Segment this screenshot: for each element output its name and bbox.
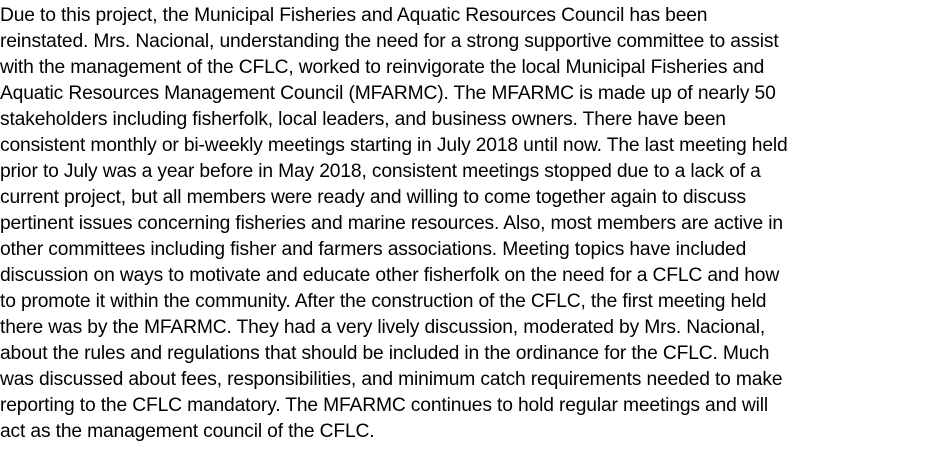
paragraph-line: with the management of the CFLC, worked to reinvigorate the local Municipal Fisheries and (0, 57, 765, 78)
paragraph-line: consistent monthly or bi-weekly meetings starting in July 2018 until now. The last meeting held (0, 135, 788, 156)
document-paragraph (0, 3, 936, 445)
paragraph-line: reporting to the CFLC mandatory. The MFARMC continues to hold regular meetings and will (0, 395, 769, 416)
paragraph-line: act as the management council of the CFLC. (0, 421, 375, 442)
paragraph-line: discussion on ways to motivate and educate other fisherfolk on the need for a CFLC and how (0, 265, 780, 286)
paragraph-line: about the rules and regulations that should be included in the ordinance for the CFLC. Much (0, 343, 770, 364)
paragraph-line: pertinent issues concerning fisheries and marine resources. Also, most members are active in (0, 213, 783, 234)
paragraph-line: Due to this project, the Municipal Fisheries and Aquatic Resources Council has been (0, 5, 708, 26)
paragraph-line: current project, but all members were ready and willing to come together again to discuss (0, 187, 747, 208)
paragraph-line: Aquatic Resources Management Council (MFARMC). The MFARMC is made up of nearly 50 (0, 83, 776, 104)
paragraph-line: stakeholders including fisherfolk, local leaders, and business owners. There have been (0, 109, 726, 130)
paragraph-line: there was by the MFARMC. They had a very lively discussion, moderated by Mrs. Nacional, (0, 317, 766, 338)
paragraph-line: prior to July was a year before in May 2018, consistent meetings stopped due to a lack of a (0, 161, 761, 182)
paragraph-line: was discussed about fees, responsibilities, and minimum catch requirements needed to make (0, 369, 783, 390)
paragraph-line: other committees including fisher and farmers associations. Meeting topics have included (0, 239, 747, 260)
paragraph-line: to promote it within the community. After the construction of the CFLC, the first meeting held (0, 291, 767, 312)
paragraph-line: reinstated. Mrs. Nacional, understanding the need for a strong supportive committee to assist (0, 31, 779, 52)
